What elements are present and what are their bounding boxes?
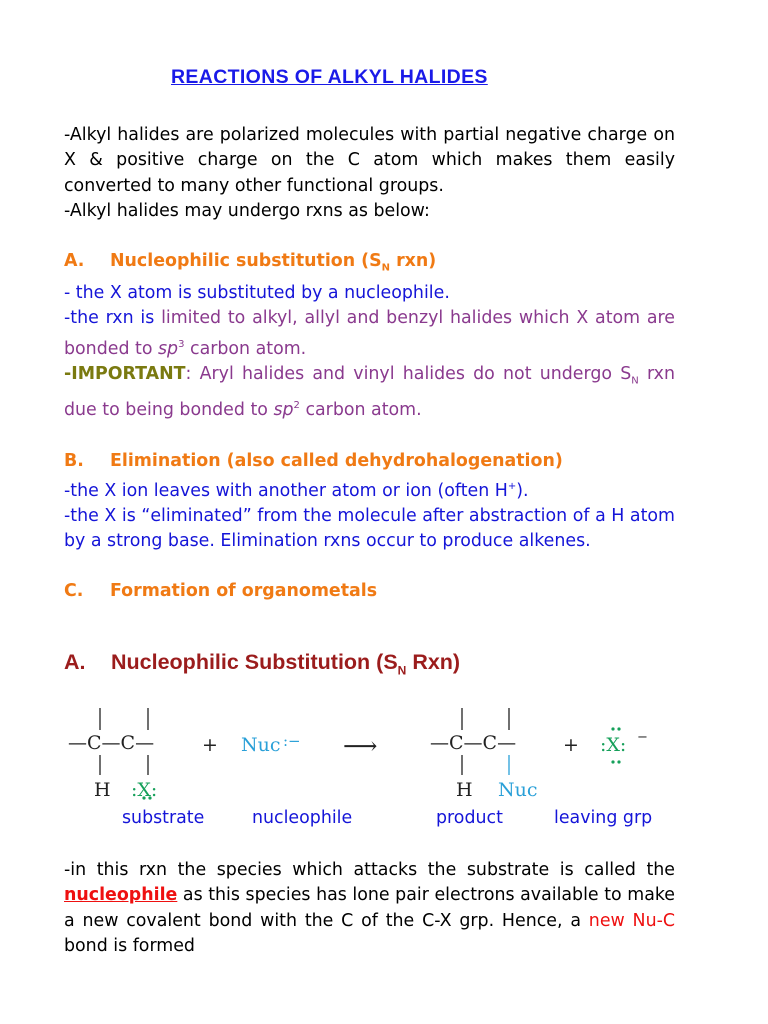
label-leaving-group: leaving grp xyxy=(554,808,653,828)
section-b-line-1-sup: + xyxy=(507,480,517,492)
product-chain: —C—C— xyxy=(430,732,517,754)
conclusion-text-b: as this species has lone pair electrons available to make a new covalent bond with the C of the C-X grp. Hence, a xyxy=(64,885,675,931)
product-h: H xyxy=(456,779,473,801)
important-text-a: : Aryl halides and vinyl halides do not undergo S xyxy=(185,363,632,384)
leaving-x: :X: xyxy=(600,734,627,756)
section-c-heading-text: Formation of organometals xyxy=(110,581,378,602)
sp3-superscript: 3 xyxy=(178,338,185,350)
substitution-heading-sub: N xyxy=(397,663,407,678)
section-a-heading-end: rxn) xyxy=(390,251,437,272)
label-product: product xyxy=(436,808,503,828)
diagram-labels xyxy=(0,808,768,834)
substrate-x: :X: xyxy=(131,779,158,801)
intro-paragraph-1: -Alkyl halides are polarized molecules with partial negative charge on X & positive charge on the C atom which makes them easily converted to many other functional groups. xyxy=(64,125,675,196)
product-nuc: Nuc xyxy=(498,779,538,801)
section-b-letter: B. xyxy=(64,450,84,471)
plus-sign-1: + xyxy=(202,734,218,756)
section-a-heading xyxy=(64,249,675,281)
conclusion-paragraph xyxy=(64,858,675,959)
substitution-heading-end: Rxn) xyxy=(406,650,461,674)
section-a-line-2-body: limited to alkyl, allyl and benzyl halides which X atom are bonded to xyxy=(64,308,676,359)
important-text-b: rxn due to being bonded to xyxy=(64,363,675,421)
nucleophile-term: nucleophile xyxy=(64,885,178,906)
section-c-letter: C. xyxy=(64,581,84,602)
section-a-heading-sub: N xyxy=(381,262,391,274)
substrate-h: H xyxy=(94,779,111,801)
substitution-heading xyxy=(64,650,460,677)
section-a-line-1: - the X atom is substituted by a nucleophile. xyxy=(64,282,450,303)
intro-paragraph-2: -Alkyl halides may undergo rxns as below: xyxy=(64,200,430,221)
conclusion-block xyxy=(64,858,675,959)
section-a-line-2-end: carbon atom. xyxy=(184,338,307,359)
label-nucleophile: nucleophile xyxy=(252,808,353,828)
section-a-line-2 xyxy=(64,306,675,361)
section-a-letter: A. xyxy=(64,251,85,272)
substrate-chain: —C—C— xyxy=(68,732,155,754)
conclusion-text-a: -in this rxn the species which attacks the substrate is called the xyxy=(64,860,675,880)
sp3-label: sp xyxy=(158,338,179,359)
section-b-line-1-end: ). xyxy=(516,480,529,501)
nucleophile-symbol: Nuc xyxy=(241,734,281,756)
section-b-heading xyxy=(64,449,675,474)
sp2-label: sp xyxy=(273,400,294,421)
page-title: REACTIONS OF ALKYL HALIDES xyxy=(171,66,488,88)
leaving-charge: − xyxy=(637,730,648,745)
label-substrate: substrate xyxy=(122,808,205,828)
document-body xyxy=(64,123,675,605)
sp2-superscript: 2 xyxy=(293,400,300,412)
important-dash: - xyxy=(64,363,72,384)
section-b-line-2: -the X is “eliminated” from the molecule after abstraction of a H atom by a strong base. Elimination rxns occur to produce alkenes. xyxy=(64,505,675,552)
important-text-c: carbon atom. xyxy=(299,400,422,421)
reaction-arrow: ⟶ xyxy=(343,732,378,760)
section-b-line-1 xyxy=(64,474,675,504)
new-bond-term: new Nu-C xyxy=(588,910,676,931)
plus-sign-2: + xyxy=(563,734,579,756)
important-label: IMPORTANT xyxy=(71,363,186,384)
section-c-heading xyxy=(64,579,675,604)
nucleophile-charge: :− xyxy=(283,732,301,750)
section-b-line-1-text: -the X ion leaves with another atom or ion (often H xyxy=(64,480,508,501)
substitution-heading-text: Nucleophilic Substitution (S xyxy=(111,650,398,674)
reaction-diagram xyxy=(64,700,675,808)
section-b-heading-text: Elimination (also called dehydrohalogenation) xyxy=(110,450,563,471)
section-a-important xyxy=(64,362,675,424)
conclusion-text-c: bond is formed xyxy=(64,935,195,956)
important-sub: N xyxy=(631,375,639,387)
substitution-heading-letter: A. xyxy=(64,650,86,674)
section-a-heading-text: Nucleophilic substitution (S xyxy=(110,251,382,272)
section-a-line-2-lead: -the rxn is xyxy=(64,308,162,329)
